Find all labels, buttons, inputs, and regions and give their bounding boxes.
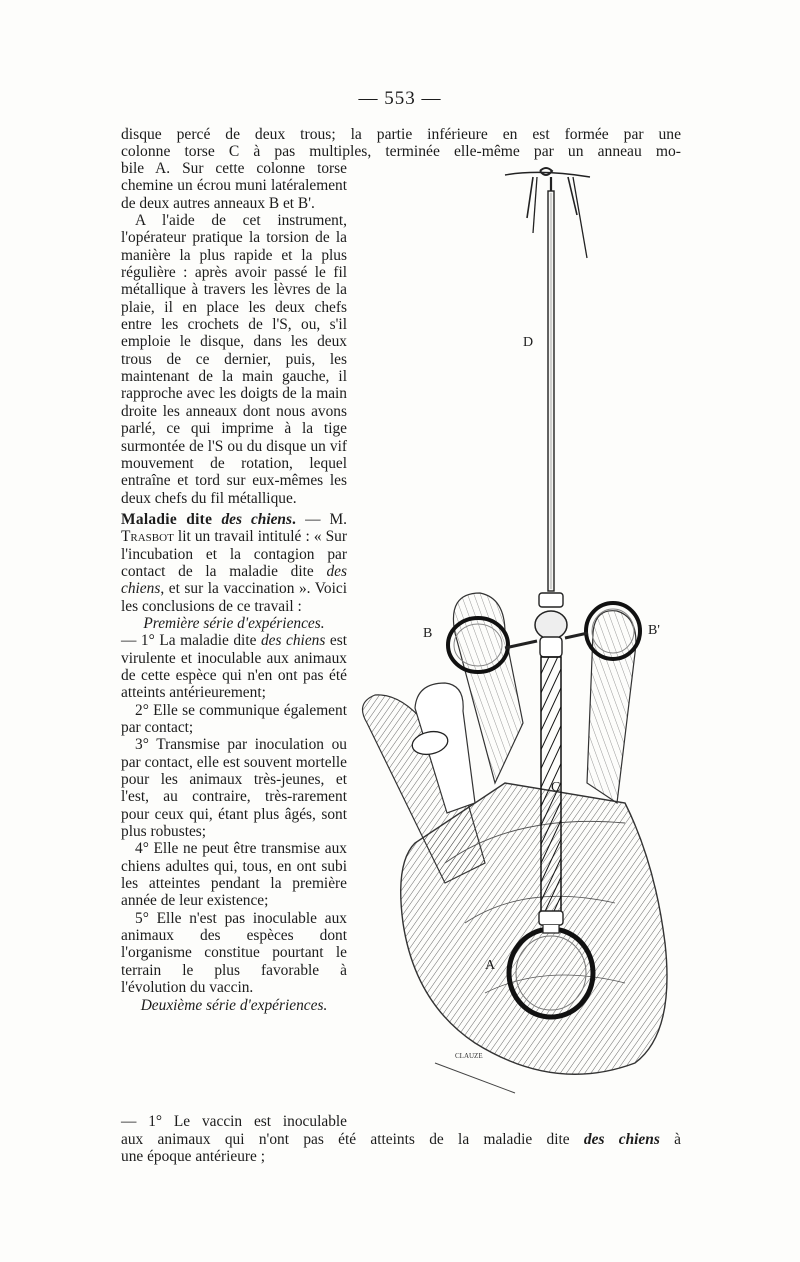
conclusion-item-1 [121, 632, 347, 701]
text-line-1: disque percé de deux trous; la partie inférieure en est formée par une [121, 126, 681, 143]
series-title-1: Première série d'expériences. [143, 614, 325, 632]
conclusion-item-2: 2° Elle se communique également par contact; [121, 701, 347, 736]
heading-rest-2: , et sur la vaccination ». Voici les conclusions de ce travail : [121, 580, 347, 615]
section-paragraph [121, 511, 347, 615]
paragraph-technique: A l'aide de cet instrument, l'opérateur pratique la torsion de la manière la plus rapide et la plus régulière : après avoir passé le fil métallique à travers les lèvres de la plaie, il en place les deux chefs entre les crochets de l'S, ou, s'il emploie le disque, dans les deux trous de ce dernier, puis, les maintenant de la main gauche, il rapproche avec les doigts de la main droite les anneaux dont nous avons parlé, ce qui imprime à la tige surmontée de l'S ou du disque un vif mouvement de rotation, lequel entraîne et tord sur eux-mêmes les deux chefs du fil métallique. [121, 212, 347, 507]
text-column [121, 160, 347, 1014]
heading-rest: lit un travail intitulé : « Sur l'incubation et la contagion par contact de la maladie dite [121, 528, 347, 580]
label-d: D [523, 335, 534, 350]
label-a: A [485, 958, 496, 973]
section-heading-italic: des chiens [221, 510, 292, 528]
instrument-rod [548, 191, 554, 591]
heading-dot: . [292, 510, 297, 528]
bottom-text [121, 1113, 681, 1166]
bottom-line-1: — 1° Le vaccin est inoculable [121, 1113, 347, 1130]
author-name: Trasbot [121, 528, 174, 546]
conclusion-item-3: 3° Transmise par inoculation ou par contact, elle est souvent mortelle pour les animaux très-jeunes, et l'est, au contraire, très-rarement pour ceux qui, étant plus âgés, sont plus robustes; [121, 736, 347, 841]
label-c: C [551, 780, 561, 795]
item1-post: est virulente et inoculable aux animaux de cette espèce qui n'en ont pas été atteints antérieurement; [121, 632, 347, 702]
conclusion-item-4: 4° Elle ne peut être transmise aux chiens adultes qui, tous, en ont subi les atteintes pendant la première année de leur existence; [121, 840, 347, 910]
page-number: — 553 — [358, 88, 442, 109]
label-b-prime: B' [648, 623, 660, 638]
item1-italic: des chiens [260, 632, 326, 650]
engraving-illustration [355, 163, 685, 1113]
engraver-signature: CLAUZE [455, 1052, 483, 1060]
label-b: B [423, 626, 433, 641]
bottom-line2-post: à [659, 1130, 681, 1148]
heading-lead: — M. [305, 510, 348, 528]
hand-instrument-drawing [355, 163, 685, 1113]
heading-italic-2: des chiens [121, 562, 347, 598]
hand-drawing [363, 593, 668, 1093]
bottom-line-3: une époque antérieure ; [121, 1148, 266, 1165]
conclusion-item-5: 5° Elle n'est pas inoculable aux animaux des espèces dont l'organisme constitue pourtant le terrain le plus favorable à l'évolution du vaccin. [121, 909, 347, 997]
text-line-2: colonne torse C à pas multiples, terminée elle-même par un anneau mo- [121, 143, 681, 160]
section-heading: Maladie dite [121, 510, 222, 528]
bottom-line-2 [121, 1131, 681, 1149]
series-title-2: Deuxième série d'expériences. [140, 996, 328, 1014]
paragraph-rings: bile A. Sur cette colonne torse chemine un écrou muni latéralement de deux autres anneaux B et B'. [121, 160, 347, 212]
bottom-line2-pre: aux animaux qui n'ont pas été atteints de la maladie dite [121, 1130, 584, 1148]
item1-pre: — 1° La maladie dite [121, 632, 261, 650]
bottom-line2-italic: des chiens [583, 1130, 660, 1148]
